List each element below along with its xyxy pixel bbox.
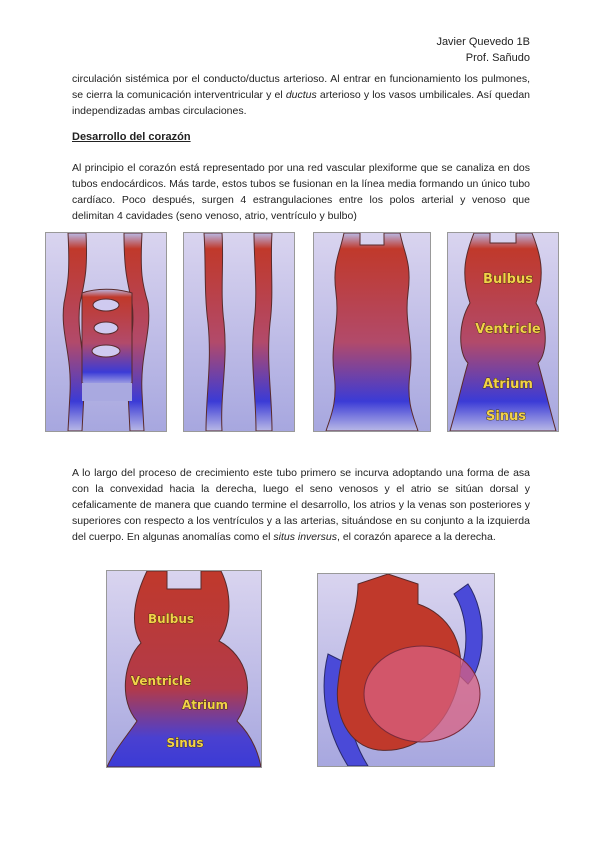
growth-italic: situs inversus (273, 531, 337, 543)
label-ventricle-2: Ventricle (130, 674, 192, 688)
professor-name: Prof. Sañudo (465, 52, 530, 64)
label-atrium-2: Atrium (181, 698, 229, 712)
label-sinus-2: Sinus (166, 736, 204, 750)
intro-paragraph (72, 71, 530, 119)
figure-four-cavities (447, 232, 559, 432)
label-ventricle-1: Ventricle (475, 322, 541, 337)
paragraph-development: Al principio el corazón está representado por una red vascular plexiforme que se canaliza en dos tubos endocárdicos. Más tarde, estos tubos se fusionan en la línea media formando un único tubo cardíaco. Poco después, surgen 4 estrangulaciones entre los polos arterial y venoso que delimitan 4 cavidades (seno venoso, atrio, ventrículo y bulbo) (72, 162, 530, 222)
growth-text-2: , el corazón aparece a la derecha. (336, 531, 496, 543)
section-heading: Desarrollo del corazón (72, 131, 191, 143)
label-sinus-1: Sinus (485, 409, 527, 424)
intro-text-1: circulación sistémica por el conducto/ductus arterioso. Al entrar en funcionamiento los pulmones, se cierra la comunicación interventricular y el (72, 73, 530, 101)
label-atrium-1: Atrium (483, 377, 533, 392)
author-name: Javier Quevedo 1B (436, 36, 530, 48)
label-bulbus-1: Bulbus (483, 272, 533, 287)
figure-paired-tubes (183, 232, 295, 432)
intro-text-2: arterioso y los vasos umbilicales. Así quedan independizadas ambas circulaciones. (72, 89, 530, 117)
paragraph-growth (72, 465, 530, 545)
growth-text-1: A lo largo del proceso de crecimiento este tubo primero se incurva adoptando una forma de asa con la convexidad hacia la derecha, luego el seno venosos y el atrio se sitúan dorsal y cefalicamente de manera que cuando termine el desarrollo, los atrios y la venas son posteriores y superiores con respecto a los ventrículos y a las arterias, situándose en su conjunto a la izquierda del cuerpo. En algunas anomalías como el (72, 467, 530, 543)
figure-single-tube (313, 232, 431, 432)
intro-italic: ductus (285, 89, 317, 101)
figure-looped-heart-labeled (106, 570, 262, 768)
label-bulbus-2: Bulbus (147, 612, 195, 626)
figure-two-tubes-plexus (45, 232, 167, 432)
page-header (436, 34, 530, 66)
figure-developed-heart (317, 573, 495, 767)
